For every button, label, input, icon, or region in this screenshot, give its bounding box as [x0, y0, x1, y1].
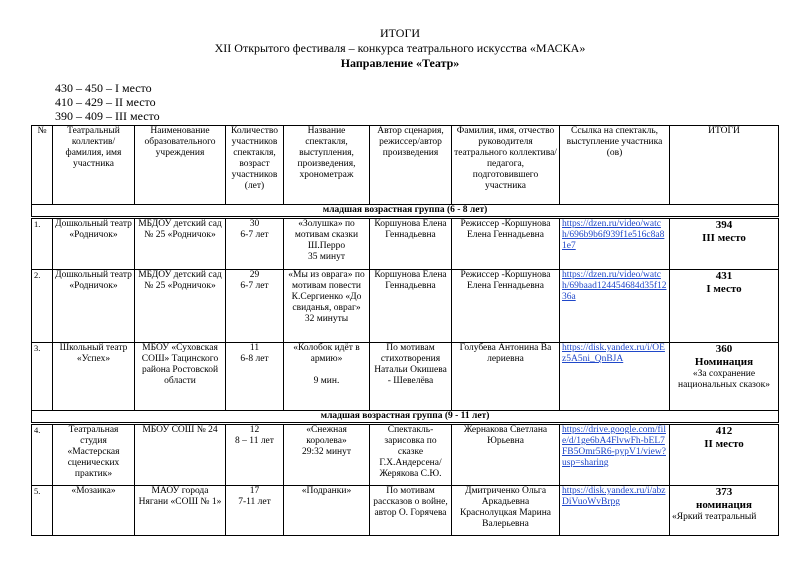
row-number: 4. — [32, 424, 53, 486]
column-header-institution: Наименование образовательного учреждения — [135, 126, 226, 205]
row-leader: Режиссер -Коршунова Елена Геннадьевна — [452, 218, 560, 270]
range-third-place: 390 – 409 – III место — [55, 109, 160, 123]
row-collective: Дошкольный театр «Родничок» — [53, 218, 135, 270]
row-link[interactable]: https://dzen.ru/video/watch/69baad124454684d35f1236a — [560, 270, 670, 343]
table-row — [32, 218, 779, 270]
row-score: 360 — [715, 343, 733, 355]
row-collective: Театральная студия «Мастерская сценических практик» — [53, 424, 135, 486]
row-link[interactable]: https://drive.google.com/file/d/1ge6bA4FlvwFh-bEL7FB5Omr5R6-pypV1/view?usp=sharing — [560, 424, 670, 486]
column-header-collective: Театральный коллектив/ фамилия, имя участника — [53, 126, 135, 205]
row-author: Коршунова Елена Геннадьевна — [370, 270, 452, 343]
table-row — [32, 270, 779, 343]
row-results — [670, 218, 779, 270]
row-performance: «Подранки» — [284, 486, 370, 536]
column-header-link: Ссылка на спектакль, выступление участника (ов) — [560, 126, 670, 205]
column-header-number: № — [32, 126, 53, 205]
score-ranges — [55, 81, 160, 123]
row-author: По мотивам рассказов о войне, автор О. Горячева — [370, 486, 452, 536]
row-score: 412 — [715, 425, 733, 437]
row-results — [670, 424, 779, 486]
document-title: ИТОГИ — [379, 26, 421, 40]
row-collective: «Мозаика» — [53, 486, 135, 536]
row-author: По мотивам стихотворения Натальи Окишева - Шевелёва — [370, 343, 452, 411]
group-heading: младшая возрастная группа (9 - 11 лет) — [32, 411, 779, 424]
table-row — [32, 486, 779, 536]
range-first-place: 430 – 450 – I место — [55, 81, 152, 95]
row-place: II место — [704, 438, 744, 450]
group-heading-row — [32, 205, 779, 218]
row-count: 30 6-7 лет — [226, 218, 284, 270]
row-performance: «Колобок идёт в армию» 9 мин. — [284, 343, 370, 411]
row-link[interactable]: https://disk.yandex.ru/i/abzDiVuoWvBrpg — [560, 486, 670, 536]
row-count: 29 6-7 лет — [226, 270, 284, 343]
row-place: номинация — [696, 499, 752, 511]
row-leader: Жернакова Светлана Юрьевна — [452, 424, 560, 486]
group-heading-row — [32, 411, 779, 424]
row-number: 5. — [32, 486, 53, 536]
row-leader: Дмитриченко Ольга Аркадьевна Краснолуцкая Марина Валерьевна — [452, 486, 560, 536]
row-score: 373 — [715, 486, 733, 498]
row-institution: МБДОУ детский сад № 25 «Родничок» — [135, 218, 226, 270]
row-institution: МБОУ «Суховская СОШ» Тацинского района Ростовской области — [135, 343, 226, 411]
row-author: Коршунова Елена Геннадьевна — [370, 218, 452, 270]
results-table — [31, 125, 779, 536]
row-performance: «Снежная королева» 29:32 минут — [284, 424, 370, 486]
row-performance: «Золушка» по мотивам сказки Ш.Перро 35 минут — [284, 218, 370, 270]
column-header-count: Количество участников спектакля, возраст участников (лет) — [226, 126, 284, 205]
row-score: 394 — [715, 219, 733, 231]
column-header-author: Автор сценария, режиссер/автор произведения — [370, 126, 452, 205]
row-results — [670, 486, 779, 536]
row-collective: Дошкольный театр «Родничок» — [53, 270, 135, 343]
row-nomination-note: «Яркий театральный — [672, 512, 757, 522]
table-row — [32, 424, 779, 486]
column-header-results: ИТОГИ — [670, 126, 779, 205]
row-collective: Школьный театр «Успех» — [53, 343, 135, 411]
row-link[interactable]: https://disk.yandex.ru/i/OEz5A5ni_QnBJA — [560, 343, 670, 411]
row-institution: МАОУ города Нягани «СОШ № 1» — [135, 486, 226, 536]
document-subtitle: XII Открытого фестиваля – конкурса театрального искусства «МАСКА» — [214, 41, 586, 55]
range-second-place: 410 – 429 – II место — [55, 95, 156, 109]
row-results — [670, 343, 779, 411]
row-leader: Режиссер -Коршунова Елена Геннадьевна — [452, 270, 560, 343]
row-number: 2. — [32, 270, 53, 343]
row-nomination-note: «За сохранение национальных сказок» — [678, 369, 770, 390]
table-row — [32, 343, 779, 411]
column-header-performance: Название спектакля, выступления, произведения, хронометраж — [284, 126, 370, 205]
row-leader: Голубева Антонина Ва лериевна — [452, 343, 560, 411]
column-header-leader: Фамилия, имя, отчество руководителя театрального коллектива/ педагога, подготовившего участника — [452, 126, 560, 205]
row-place: I место — [706, 283, 742, 295]
direction-heading: Направление «Театр» — [340, 56, 460, 70]
row-score: 431 — [715, 270, 733, 282]
row-place: Номинация — [694, 356, 754, 368]
row-count: 17 7-11 лет — [226, 486, 284, 536]
row-link[interactable]: https://dzen.ru/video/watch/696b9b6f939f1e516c8a81e7 — [560, 218, 670, 270]
group-heading: младшая возрастная группа (6 - 8 лет) — [32, 205, 779, 218]
row-institution: МБДОУ детский сад № 25 «Родничок» — [135, 270, 226, 343]
row-performance: «Мы из оврага» по мотивам повести К.Сергиенко «До свиданья, овраг» 32 минуты — [284, 270, 370, 343]
row-institution: МБОУ СОШ № 24 — [135, 424, 226, 486]
row-count: 12 8 – 11 лет — [226, 424, 284, 486]
table-header-row — [32, 126, 779, 205]
row-number: 3. — [32, 343, 53, 411]
row-count: 11 6-8 лет — [226, 343, 284, 411]
row-number: 1. — [32, 218, 53, 270]
row-author: Спектакль-зарисовка по сказке Г.Х.Андерсена/ Жерякова С.Ю. — [370, 424, 452, 486]
row-place: III место — [702, 232, 746, 244]
row-results — [670, 270, 779, 343]
